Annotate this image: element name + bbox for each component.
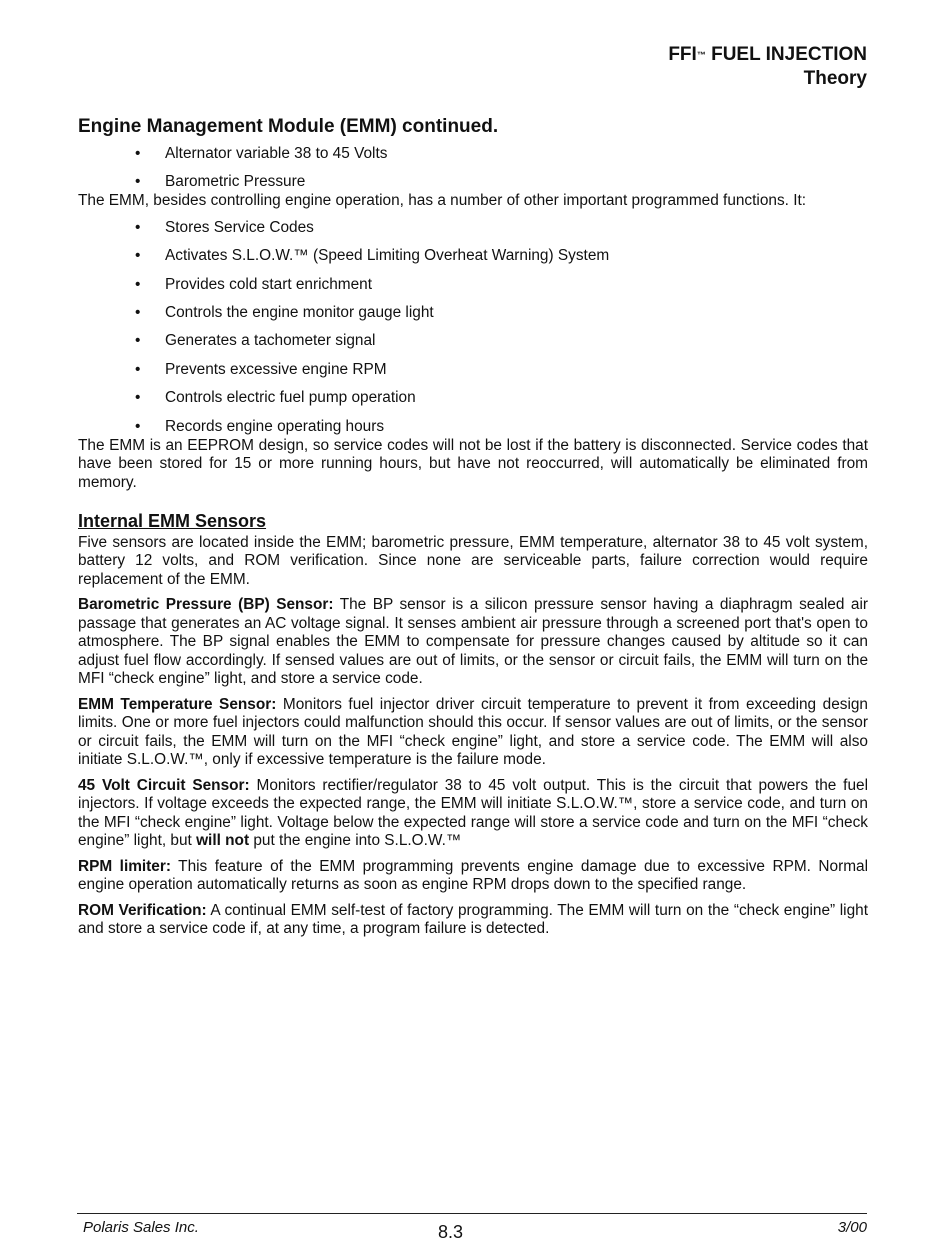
- trademark-symbol: ™: [696, 50, 706, 60]
- bullet-icon: •: [135, 218, 141, 236]
- list-item: • Generates a tachometer signal: [78, 330, 868, 358]
- volt-sensor-text-a: Monitors rectifier/regulator 38 to 45 volt output. This is the circuit that powers the fuel injectors. If voltage exceeds the expected range, the EMM will initiate S.L.O.W.™, store a service code, and turn on the MFI “check engine” light. Voltage below the expected range will store a service code and turn on the MFI “check engine” light, but: [78, 776, 869, 850]
- list-item: • Barometric Pressure: [78, 171, 868, 199]
- temperature-sensor-label: EMM Temperature Sensor:: [78, 695, 277, 713]
- header-title: [668, 43, 867, 67]
- paragraph-temperature-sensor: [78, 696, 868, 770]
- volt-sensor-text-b: put the engine into S.L.O.W.™: [249, 832, 462, 850]
- bullet-list-emm-inputs: [78, 143, 868, 200]
- header-subtitle: Theory: [803, 68, 867, 89]
- bullet-icon: •: [135, 389, 141, 407]
- paragraph-eeprom: The EMM is an EEPROM design, so service codes will not be lost if the battery is disconnected. Service codes that have been stored for 15 or more running hours, but have not reoccurred, will automatically be eliminated from memory.: [78, 436, 868, 491]
- page-header: [668, 43, 867, 91]
- paragraph-internal-sensors: Five sensors are located inside the EMM; barometric pressure, EMM temperature, alternator 38 to 45 volt system, battery 12 volts, and ROM verification. Since none are serviceable parts, failure correction would require replacement of the EMM.: [78, 533, 868, 588]
- rom-verification-label: ROM Verification:: [78, 901, 207, 919]
- header-ffi: FFI: [668, 44, 697, 65]
- bullet-list-functions: [78, 217, 868, 444]
- paragraph-functions: The EMM, besides controlling engine operation, has a number of other important programmed functions. It:: [78, 192, 807, 210]
- volt-sensor-emphasis: will not: [196, 832, 250, 850]
- rom-verification-text: A continual EMM self-test of factory programming. The EMM will turn on the “check engine” light and store a service code if, at any time, a program failure is detected.: [78, 901, 868, 938]
- footer-publisher: Polaris Sales Inc.: [83, 1219, 199, 1236]
- rpm-limiter-text: This feature of the EMM programming prevents engine damage due to excessive RPM. Normal engine operation automatically returns as soon as engine RPM drops down to the specified range.: [78, 857, 868, 894]
- footer-date: 3/00: [837, 1219, 867, 1236]
- footer-divider: [77, 1213, 867, 1214]
- page-number: 8.3: [438, 1222, 464, 1242]
- bullet-icon: •: [135, 303, 141, 321]
- list-item: • Records engine operating hours: [78, 416, 868, 444]
- bullet-icon: •: [135, 144, 141, 162]
- paragraph-rom-verification: [78, 902, 868, 939]
- page-content: [78, 118, 868, 946]
- bullet-icon: •: [135, 275, 141, 293]
- temperature-sensor-text: Monitors fuel injector driver circuit temperature to prevent it from exceeding design limits. One or more fuel injectors could malfunction should this occur. If sensor values are out of limits, or the sensor or circuit fails, the EMM will turn on the MFI “check engine” light, and store a service code. The EMM will also initiate S.L.O.W.™, only if excessive temperature is the failure mode.: [78, 695, 868, 769]
- bp-sensor-label: Barometric Pressure (BP) Sensor:: [78, 596, 334, 614]
- rpm-limiter-label: RPM limiter:: [78, 857, 171, 875]
- paragraph-rpm-limiter: [78, 858, 868, 895]
- paragraph-volt-sensor: [78, 777, 868, 851]
- paragraph-bp-sensor: [78, 596, 868, 689]
- bullet-icon: •: [135, 172, 141, 190]
- list-item: • Provides cold start enrichment: [78, 274, 868, 302]
- list-item: • Alternator variable 38 to 45 Volts: [78, 143, 868, 171]
- list-item: • Activates S.L.O.W.™ (Speed Limiting Overheat Warning) System: [78, 245, 868, 273]
- list-item: • Stores Service Codes: [78, 217, 868, 245]
- section-title: Engine Management Module (EMM) continued.: [78, 116, 499, 137]
- internal-sensors-title: Internal EMM Sensors: [78, 511, 267, 532]
- list-item: • Controls electric fuel pump operation: [78, 387, 868, 415]
- bp-sensor-text: The BP sensor is a silicon pressure sensor having a diaphragm sealed air passage that generates an AC voltage signal. It senses ambient air pressure through a screened port that's open to atmosphere. The BP signal enables the EMM to compensate for pressure changes caused by altitude so it can adjust fuel flow accordingly. If sensed values are out of limits, or the sensor or circuit fails, the EMM will turn on the MFI “check engine” light, and store a service code.: [78, 596, 869, 688]
- bullet-icon: •: [135, 360, 141, 378]
- bullet-icon: •: [135, 417, 141, 435]
- header-fuel-injection: FUEL INJECTION: [705, 44, 867, 65]
- bullet-icon: •: [135, 332, 141, 350]
- bullet-icon: •: [135, 247, 141, 265]
- list-item: • Controls the engine monitor gauge light: [78, 302, 868, 330]
- list-item: • Prevents excessive engine RPM: [78, 359, 868, 387]
- volt-sensor-label: 45 Volt Circuit Sensor:: [78, 776, 250, 794]
